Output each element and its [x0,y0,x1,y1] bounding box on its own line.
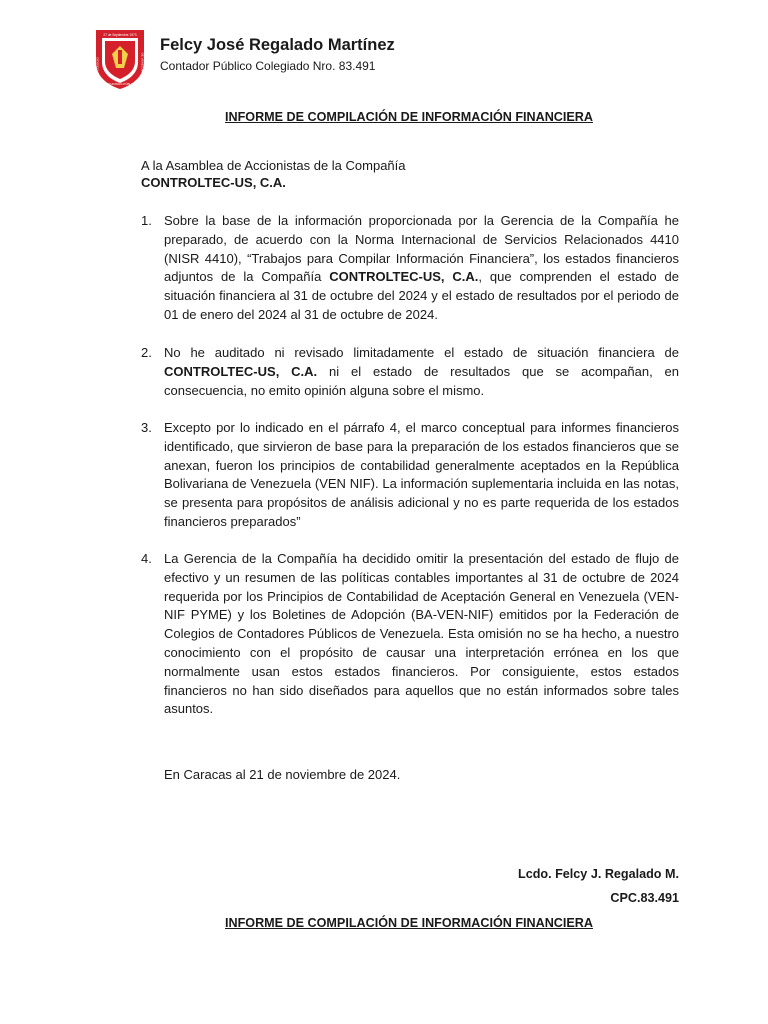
report-title: INFORME DE COMPILACIÓN DE INFORMACIÓN FINANCIERA [224,110,593,124]
footer-title: INFORME DE COMPILACIÓN DE INFORMACIÓN FINANCIERA [224,916,593,930]
paragraph-3 [141,419,679,532]
company-name-bold: CONTROLTEC-US, C.A. [164,363,318,379]
addressee-block [141,157,406,191]
paragraph-number: 1. [141,213,152,228]
company-name-bold: CONTROLTEC-US, C.A. [329,269,479,285]
emblem-crest-icon [94,26,146,90]
paragraph-1 [141,212,679,325]
signature-name: Lcdo. Felcy J. Regalado M. [518,867,679,881]
author-name: Felcy José Regalado Martínez [160,36,395,54]
paragraph-number: 3. [141,420,152,435]
svg-text:27 de Septiembre 1973: 27 de Septiembre 1973 [103,33,137,37]
svg-text:COLEGIO: COLEGIO [95,57,100,71]
svg-text:DE VENEZUELA: DE VENEZUELA [140,52,145,76]
paragraph-number: 4. [141,551,152,566]
paragraph-text: No he auditado ni revisado limitadamente el estado de situación financiera de [164,345,679,360]
paragraph-2 [141,344,679,400]
paragraph-text: ni el estado de resultados que se acompañan, en consecuencia, no emito opinión alguna sobre el mismo. [164,363,679,398]
author-title: Contador Público Colegiado Nro. 83.491 [160,59,376,73]
paragraph-4 [141,550,679,719]
paragraph-text: Sobre la base de la información proporcionada por la Gerencia de la Compañía he preparado, de acuerdo con la Norma Internacional de Servicios Relacionados 4410 (NISR 4410), “Trabajos para Compilar Información Financiera”, los estados financieros adjuntos de la Compañía [164,213,679,285]
paragraph-text: Excepto por lo indicado en el párrafo 4, el marco conceptual para informes financieros identificado, que sirvieron de base para la preparación de los estados financieros que se anexan, fueron los principios de contabilidad generalmente aceptados en la República Bolivariana de Venezuela (VEN NIF). La información suplementaria incluida en las notas, se presenta para propósitos de análisis adicional y no es parte requerida de los estados financieros preparados” [164,420,679,529]
signature-cpc: CPC.83.491 [610,891,679,905]
paragraph-number: 2. [141,345,152,360]
paragraph-text: , que comprenden el estado de situación financiera al 31 de octubre del 2024 y el estado de resultados por el periodo de 01 de enero del 2024 al 31 de octubre de 2024. [164,269,679,322]
paragraph-text: La Gerencia de la Compañía ha decidido omitir la presentación del estado de flujo de efectivo y un resumen de las políticas contables importantes al 31 de octubre de 2024 requerida por los Principios de Contabilidad de Aceptación General en Venezuela (VEN-NIF PYME) y los Boletines de Adopción (BA-VEN-NIF) emitidos por la Federación de Colegios de Contadores Públicos de Venezuela. Esta omisión no se ha hecho, a nuestro conocimiento con el propósito de causar una interpretación errónea en los que normalmente usan estos estados financieros. Por consiguiente, estos estados financieros no han sido diseñados para aquellos que no están informados sobre tales asuntos. [164,551,679,717]
date-line: En Caracas al 21 de noviembre de 2024. [164,767,401,782]
addressee-company: CONTROLTEC-US, C.A. [141,175,286,190]
svg-text:CONTADORES PÚBLICOS: CONTADORES PÚBLICOS [101,82,139,86]
addressee-line: A la Asamblea de Accionistas de la Compañía [141,158,406,173]
